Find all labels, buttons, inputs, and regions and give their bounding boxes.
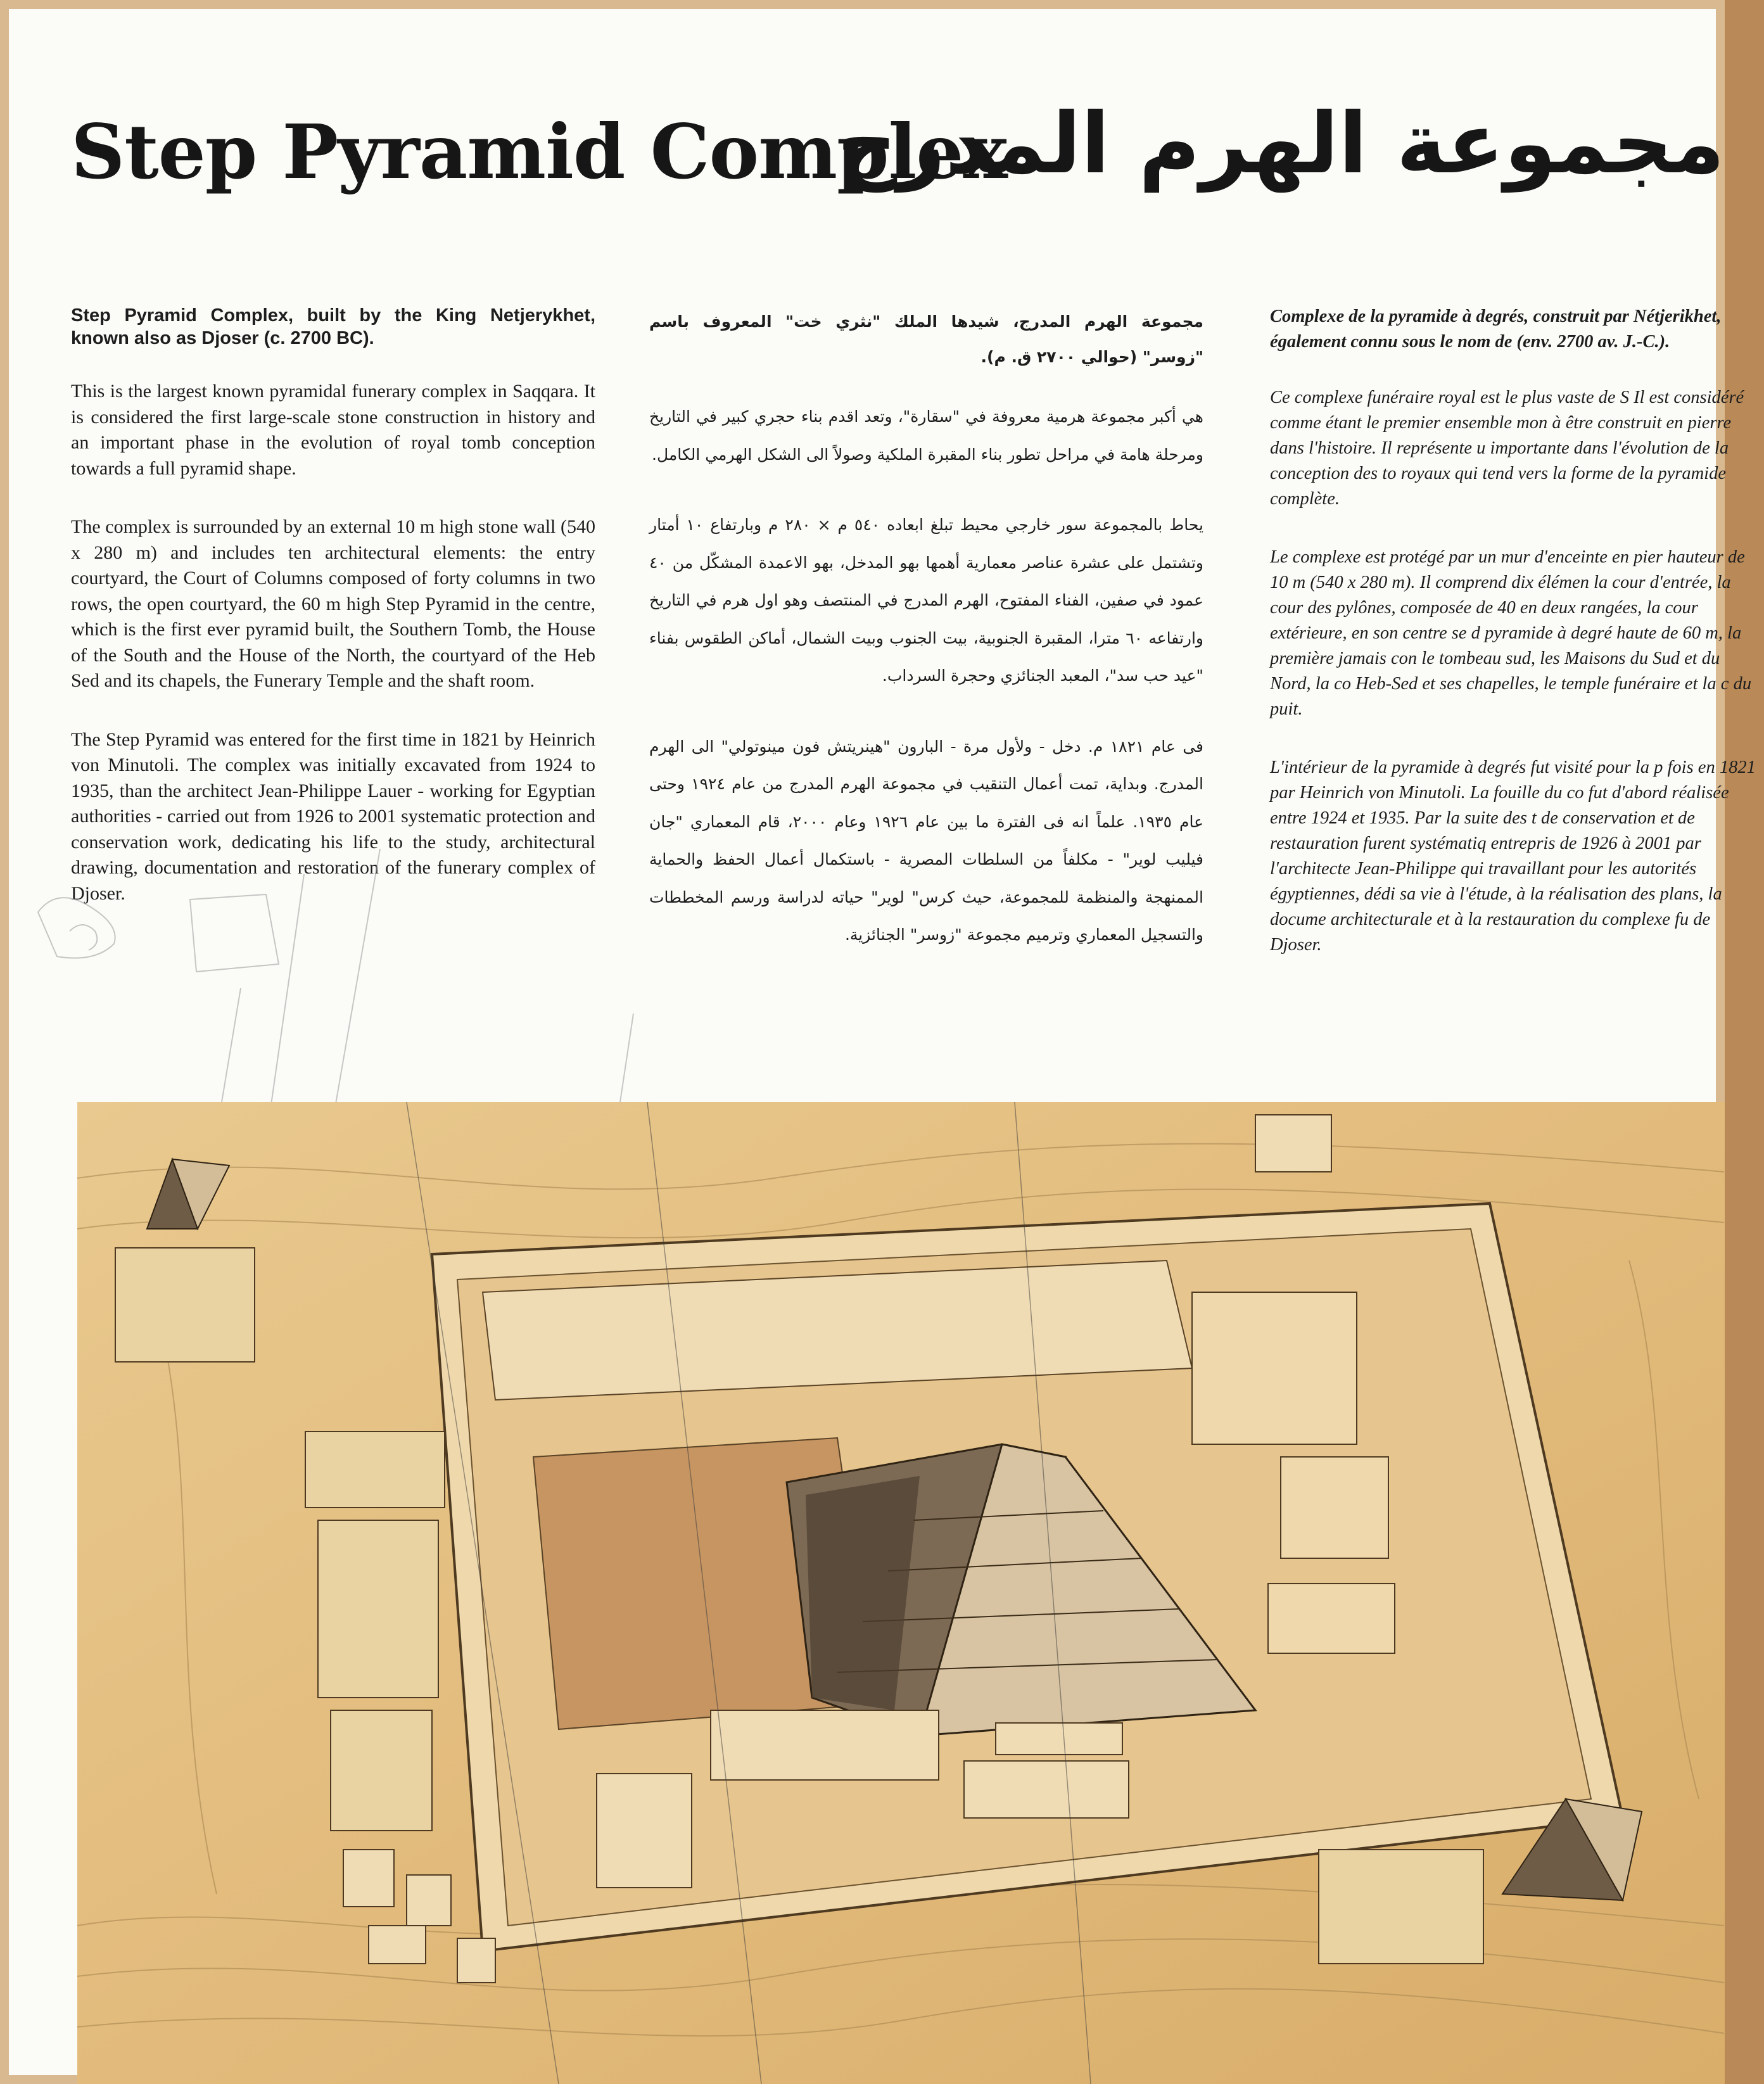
english-paragraph-2: The complex is surrounded by an external 10 m high stone wall (540 x 280 m) and includes ten architectural elements: the entry courtyard, the Court of Columns composed of forty columns in two rows, the open courtyard, the 60 m high Step Pyramid in the centre, which is the first ever pyramid built, the Southern Tomb, the House of the South and the House of the North, the courtyard of the Heb Sed and its chapels, the Funerary Temple and the shaft room. bbox=[71, 516, 595, 691]
english-paragraph-3: The Step Pyramid was entered for the first time in 1821 by Heinrich von Minutoli. The complex was initially excavated from 1924 to 1935, than the architect Jean-Philippe Lauer - working for Egyptian authorities - carried out from 1926 to 2001 systematic protection and conservation work, dedicating his life to the study, architectural drawing, documentation and restoration of the funerary complex of Djoser. bbox=[71, 728, 595, 904]
title-english: Step Pyramid Complex bbox=[71, 108, 1007, 196]
complex-axonometric-illustration bbox=[77, 1102, 1725, 2084]
french-paragraph-1: Ce complexe funéraire royal est le plus vaste de S Il est considéré comme étant le premier ensemble mon à être construit en pierre dans l'histoire. Il représente u importante dans l'évolution de la conception des to royaux qui tend vers la forme de la pyramide complète. bbox=[1270, 388, 1744, 509]
northeast-building bbox=[1255, 1115, 1331, 1172]
arabic-paragraph-3: فى عام ١٨٢١ م. دخل - ولأول مرة - البارون "هينريتش فون مينوتولي" الى الهرم المدرج. وبداية، تمت أعمال التنقيب في مجموعة الهرم المدرج من عام ١٩٢٤ وحتى عام ١٩٣٥. علماً انه فى الفترة ما بين عام ١٩٢٦ وعام ٢٠٠٠، قام المعماري "جان فيليب لوير" - مكلفاً من السلطات المصرية - باستكمال أعمال الحفظ والحماية الممنهجة والمنظمة للمجموعة، حيث كرس" لوير" حياته لدراسة ورسم المخططات والتسجيل المعماري وترميم مجموعة "زوسر" الجنائزية. bbox=[649, 737, 1203, 944]
complex-drawing bbox=[77, 1102, 1725, 2084]
arabic-paragraph-2: يحاط بالمجموعة سور خارجي محيط تبلغ ابعاده ٥٤٠ م × ٢٨٠ م وبارتفاع ١٠ أمتار وتشتمل على عشرة عناصر معمارية أهمها بهو المدخل، بهو الاعمدة المشكّل من ٤٠ عمود في صفين، الفناء المفتوح، الهرم المدرج في المنتصف وهو اول هرم في التاريخ وارتفاعه ٦٠ مترا، المقبرة الجنوبية، بيت الجنوب وبيت الشمال، أماكن الطقوس بفناء "عيد حب سد"، المعبد الجنائزي وحجرة السرداب. bbox=[649, 516, 1203, 685]
arabic-lead: مجموعة الهرم المدرج، شيدها الملك "نثري خت" المعروف باسم "زوسر" (حوالي ٢٧٠٠ ق. م). bbox=[649, 312, 1203, 366]
french-lead: Complexe de la pyramide à degrés, construit par Nétjerikhet, également connu sous le nom de (env. 2700 av. J.-C.). bbox=[1270, 307, 1722, 352]
title-arabic: مجموعة الهرم المدرج bbox=[837, 95, 1725, 193]
french-column bbox=[1270, 304, 1756, 991]
english-lead: Step Pyramid Complex, built by the King Netjerykhet, known also as Djoser (c. 2700 BC). bbox=[71, 305, 595, 348]
english-paragraph-1: This is the largest known pyramidal funerary complex in Saqqara. It is considered the first large-scale stone construction in history and an important phase in the evolution of royal tomb conception towards a full pyramid shape. bbox=[71, 381, 595, 479]
french-paragraph-3: L'intérieur de la pyramide à degrés fut visité pour la p fois en 1821 par Heinrich von Minutoli. La fouille du co fut d'abord réalisée entre 1924 et 1935. Par la suite des t de conservation et de restauration furent systématiq entrepris de 1926 à 2001 par l'architecte Jean-Philippe qui travaillant pour les autorités égyptiennes, dédi sa vie à l'étude, à la réalisation des plans, la docume architecturale et à la restauration du complexe fu de Djoser. bbox=[1270, 758, 1756, 955]
arabic-column bbox=[649, 304, 1203, 987]
french-paragraph-2: Le complexe est protégé par un mur d'enceinte en pier hauteur de 10 m (540 x 280 m). Il comprend dix élémen la cour d'entrée, la cour des pylônes, composée de 40 en deux rangées, la cour extérieure, en son centre se d pyramide à degré haute de 60 m, la première jamais con le tombeau sud, les Maisons du Sud et du Nord, la co Heb-Sed et ses chapelles, le temple funéraire et la c du puit. bbox=[1270, 547, 1752, 719]
arabic-paragraph-1: هي أكبر مجموعة هرمية معروفة في "سقارة"، وتعد اقدم بناء حجري كبير في التاريخ ومرحلة هامة في مراحل تطور بناء المقبرة الملكية وصولاً الى الشكل الهرمي الكامل. bbox=[649, 407, 1203, 464]
english-column bbox=[71, 304, 595, 939]
